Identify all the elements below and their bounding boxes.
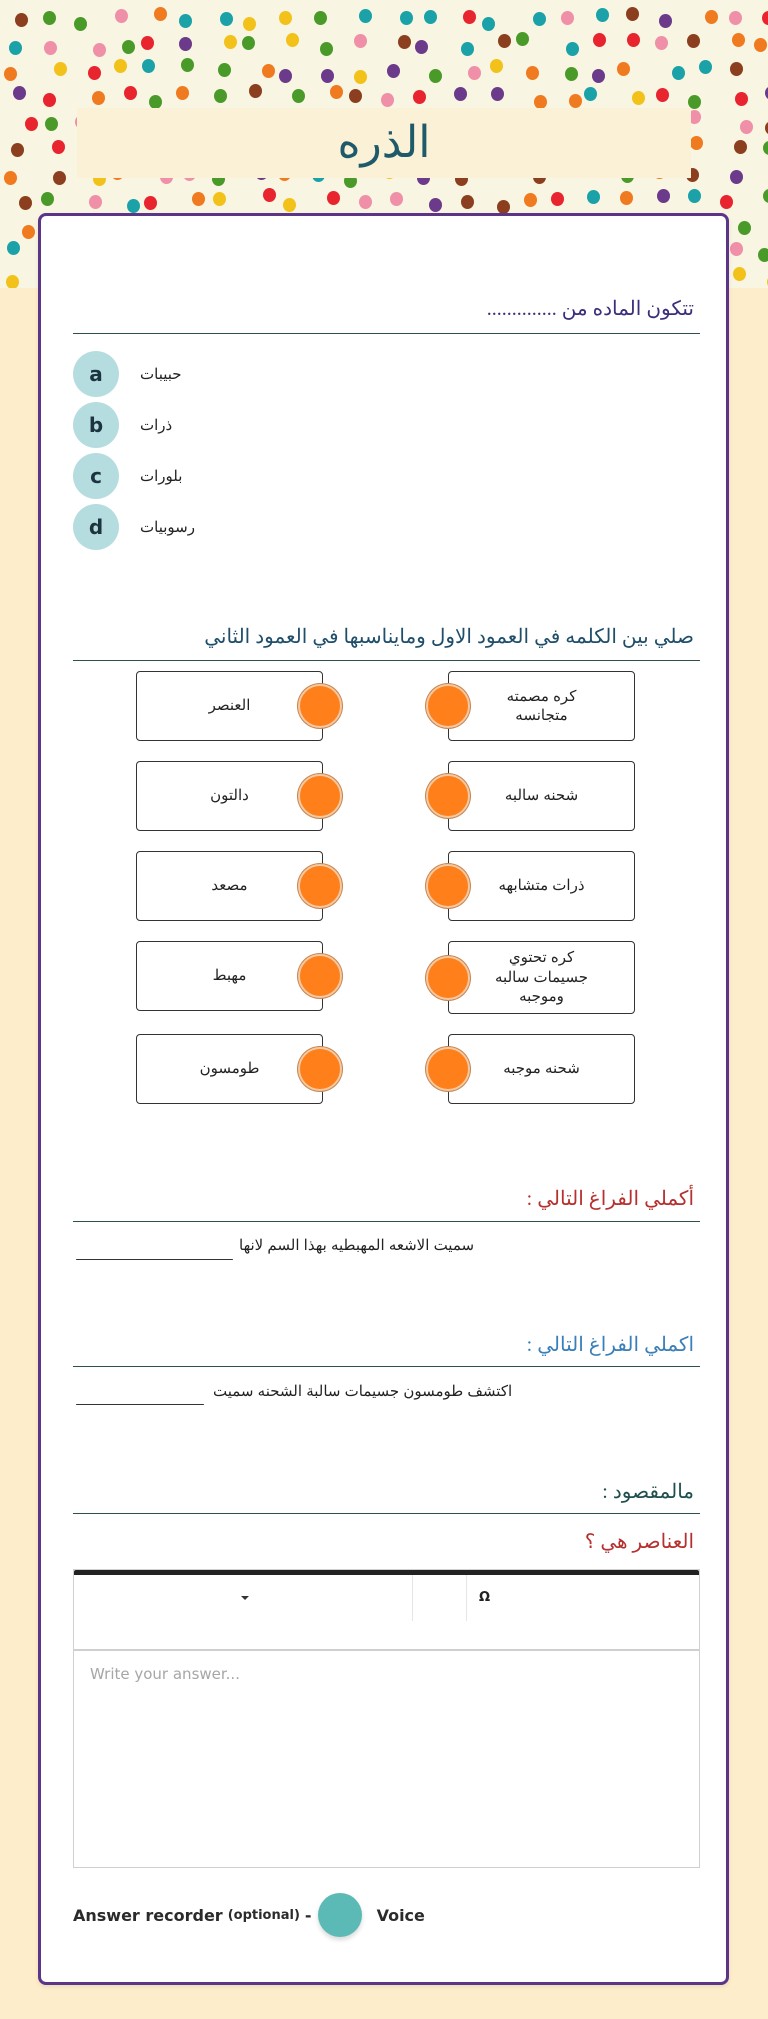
- pattern-dot: [141, 36, 154, 50]
- pattern-dot: [672, 66, 685, 80]
- option-a[interactable]: [73, 351, 182, 397]
- pattern-dot: [398, 35, 411, 49]
- pattern-dot: [468, 66, 481, 80]
- pattern-dot: [729, 11, 742, 25]
- pattern-dot: [154, 7, 167, 21]
- pattern-dot: [705, 10, 718, 24]
- pattern-dot: [354, 70, 367, 84]
- pattern-dot: [41, 192, 54, 206]
- worksheet-card: [38, 213, 729, 1985]
- pattern-dot: [735, 92, 748, 106]
- question-3-divider: [73, 1221, 700, 1222]
- match-connector-left[interactable]: [298, 1047, 342, 1091]
- pattern-dot: [330, 85, 343, 99]
- pattern-dot: [763, 141, 768, 155]
- option-c[interactable]: [73, 453, 182, 499]
- pattern-dot: [92, 91, 105, 105]
- pattern-dot: [584, 87, 597, 101]
- pattern-dot: [524, 193, 537, 207]
- pattern-dot: [461, 42, 474, 56]
- pattern-dot: [15, 13, 28, 27]
- pattern-dot: [327, 191, 340, 205]
- match-right-item[interactable]: شحنه موجبه: [448, 1034, 635, 1104]
- worksheet-title: الذره: [337, 117, 431, 168]
- match-right-item[interactable]: ذرات متشابهه: [448, 851, 635, 921]
- pattern-dot: [730, 170, 743, 184]
- match-connector-right[interactable]: [426, 864, 470, 908]
- pattern-dot: [754, 38, 767, 52]
- pattern-dot: [349, 89, 362, 103]
- pattern-dot: [176, 86, 189, 100]
- editor-toolbar: [74, 1575, 699, 1651]
- pattern-dot: [627, 33, 640, 47]
- pattern-dot: [4, 171, 17, 185]
- pattern-dot: [122, 40, 135, 54]
- pattern-dot: [192, 192, 205, 206]
- match-connector-right[interactable]: [426, 956, 470, 1000]
- match-connector-right[interactable]: [426, 684, 470, 728]
- pattern-dot: [400, 11, 413, 25]
- option-b[interactable]: [73, 402, 172, 448]
- pattern-dot: [127, 199, 140, 213]
- pattern-dot: [758, 248, 768, 262]
- pattern-dot: [429, 69, 442, 83]
- pattern-dot: [526, 66, 539, 80]
- pattern-dot: [359, 195, 372, 209]
- question-4-divider: [73, 1366, 700, 1367]
- pattern-dot: [763, 189, 768, 203]
- voice-record-button[interactable]: [318, 1893, 362, 1937]
- pattern-dot: [359, 9, 372, 23]
- match-left-item[interactable]: دالتون: [136, 761, 323, 831]
- pattern-dot: [88, 66, 101, 80]
- option-label: رسوبيات: [140, 519, 195, 536]
- pattern-dot: [220, 12, 233, 26]
- pattern-dot: [179, 37, 192, 51]
- pattern-dot: [115, 9, 128, 23]
- question-4-sentence: اكتشف طومسون جسيمات سالبة الشحنه سميت: [213, 1383, 513, 1400]
- pattern-dot: [52, 140, 65, 154]
- match-connector-left[interactable]: [298, 954, 342, 998]
- question-3-heading: أكملي الفراغ التالي :: [526, 1188, 694, 1210]
- pattern-dot: [7, 241, 20, 255]
- pattern-dot: [413, 90, 426, 104]
- voice-label: Voice: [376, 1905, 425, 1925]
- pattern-dot: [262, 64, 275, 78]
- match-connector-left[interactable]: [298, 774, 342, 818]
- pattern-dot: [25, 117, 38, 131]
- pattern-dot: [9, 41, 22, 55]
- answer-recorder: [73, 1892, 425, 1938]
- pattern-dot: [569, 94, 582, 108]
- special-character-button[interactable]: Ω: [479, 1590, 491, 1605]
- pattern-dot: [617, 62, 630, 76]
- question-5-divider: [73, 1513, 700, 1514]
- pattern-dot: [461, 195, 474, 209]
- option-label: ذرات: [140, 417, 173, 434]
- pattern-dot: [740, 120, 753, 134]
- question-2-divider: [73, 660, 700, 661]
- pattern-dot: [242, 36, 255, 50]
- option-d[interactable]: [73, 504, 195, 550]
- pattern-dot: [381, 93, 394, 107]
- pattern-dot: [655, 36, 668, 50]
- toolbar-separator: [413, 1575, 467, 1621]
- pattern-dot: [321, 69, 334, 83]
- pattern-dot: [142, 59, 155, 73]
- pattern-dot: [181, 58, 194, 72]
- pattern-dot: [292, 89, 305, 103]
- pattern-dot: [45, 117, 58, 131]
- question-2-heading: صلي بين الكلمه في العمود الاول ومايناسبها في العمود الثاني: [204, 626, 694, 648]
- pattern-dot: [320, 42, 333, 56]
- pattern-dot: [114, 59, 127, 73]
- pattern-dot: [354, 34, 367, 48]
- pattern-dot: [454, 87, 467, 101]
- option-letter-badge: c: [73, 453, 119, 499]
- pattern-dot: [596, 8, 609, 22]
- pattern-dot: [263, 188, 276, 202]
- pattern-dot: [314, 11, 327, 25]
- pattern-dot: [561, 11, 574, 25]
- pattern-dot: [11, 143, 24, 157]
- match-right-item[interactable]: شحنه سالبه: [448, 761, 635, 831]
- pattern-dot: [516, 32, 529, 46]
- pattern-dot: [592, 69, 605, 83]
- option-label: بلورات: [140, 468, 183, 485]
- match-connector-right[interactable]: [426, 1047, 470, 1091]
- match-connector-left[interactable]: [298, 684, 342, 728]
- question-1-heading: تتكون الماده من ..............: [486, 298, 694, 320]
- pattern-dot: [497, 200, 510, 214]
- option-letter-badge: a: [73, 351, 119, 397]
- pattern-dot: [213, 192, 226, 206]
- match-right-item[interactable]: كره تحتوي جسيمات سالبه وموجبه: [448, 941, 635, 1014]
- question-5-heading: مالمقصود :: [602, 1481, 694, 1503]
- recorder-optional-label: (optional): [227, 1907, 300, 1923]
- match-left-item[interactable]: طومسون: [136, 1034, 323, 1104]
- pattern-dot: [587, 190, 600, 204]
- pattern-dot: [626, 7, 639, 21]
- pattern-dot: [463, 10, 476, 24]
- answer-textarea[interactable]: [74, 1651, 699, 1864]
- pattern-dot: [424, 10, 437, 24]
- match-left-item[interactable]: مصعد: [136, 851, 323, 921]
- pattern-dot: [632, 91, 645, 105]
- pattern-dot: [533, 12, 546, 26]
- pattern-dot: [43, 11, 56, 25]
- pattern-dot: [688, 189, 701, 203]
- option-letter-badge: b: [73, 402, 119, 448]
- pattern-dot: [286, 33, 299, 47]
- pattern-dot: [656, 88, 669, 102]
- pattern-dot: [415, 40, 428, 54]
- pattern-dot: [687, 34, 700, 48]
- question-5-subheading: العناصر هي ؟: [584, 1531, 694, 1553]
- pattern-dot: [387, 64, 400, 78]
- pattern-dot: [690, 136, 703, 150]
- pattern-dot: [491, 87, 504, 101]
- pattern-dot: [43, 93, 56, 107]
- pattern-dot: [179, 14, 192, 28]
- pattern-dot: [490, 59, 503, 73]
- pattern-dot: [44, 41, 57, 55]
- pattern-dot: [730, 242, 743, 256]
- pattern-dot: [224, 35, 237, 49]
- pattern-dot: [498, 34, 511, 48]
- recorder-label: Answer recorder: [73, 1905, 223, 1925]
- pattern-dot: [144, 196, 157, 210]
- fill-blank-input[interactable]: [76, 1404, 204, 1405]
- pattern-dot: [720, 195, 733, 209]
- pattern-dot: [733, 267, 746, 281]
- pattern-dot: [390, 192, 403, 206]
- pattern-dot: [732, 33, 745, 47]
- pattern-dot: [89, 195, 102, 209]
- pattern-dot: [214, 89, 227, 103]
- fill-blank-input[interactable]: [76, 1259, 233, 1260]
- match-connector-left[interactable]: [298, 864, 342, 908]
- pattern-dot: [762, 11, 768, 25]
- match-connector-right[interactable]: [426, 774, 470, 818]
- pattern-dot: [53, 171, 66, 185]
- pattern-dot: [22, 225, 35, 239]
- pattern-dot: [279, 69, 292, 83]
- rich-text-editor: [73, 1569, 700, 1868]
- question-3-sentence: سميت الاشعه المهبطيه بهذا السم لانها: [239, 1237, 475, 1254]
- pattern-dot: [124, 86, 137, 100]
- question-4-heading: اكملي الفراغ التالي :: [526, 1334, 694, 1356]
- pattern-dot: [218, 63, 231, 77]
- pattern-dot: [620, 191, 633, 205]
- pattern-dot: [279, 11, 292, 25]
- pattern-dot: [565, 67, 578, 81]
- match-left-item[interactable]: مهبط: [136, 941, 323, 1011]
- title-banner: [77, 108, 691, 178]
- pattern-dot: [54, 62, 67, 76]
- pattern-dot: [688, 95, 701, 109]
- pattern-dot: [738, 221, 751, 235]
- caret-down-icon: [241, 1596, 249, 1600]
- option-label: حبيبات: [140, 366, 182, 383]
- pattern-dot: [283, 198, 296, 212]
- pattern-dot: [551, 192, 564, 206]
- pattern-dot: [765, 121, 768, 135]
- pattern-dot: [149, 95, 162, 109]
- pattern-dot: [74, 17, 87, 31]
- pattern-dot: [13, 86, 26, 100]
- pattern-dot: [659, 14, 672, 28]
- pattern-dot: [593, 33, 606, 47]
- pattern-dot: [482, 17, 495, 31]
- pattern-dot: [93, 43, 106, 57]
- question-1-divider: [73, 333, 700, 334]
- pattern-dot: [734, 140, 747, 154]
- pattern-dot: [249, 84, 262, 98]
- match-left-item[interactable]: العنصر: [136, 671, 323, 741]
- match-right-item[interactable]: كره مصمته متجانسه: [448, 671, 635, 741]
- pattern-dot: [699, 60, 712, 74]
- format-dropdown[interactable]: [74, 1575, 413, 1621]
- pattern-dot: [19, 196, 32, 210]
- pattern-dot: [566, 42, 579, 56]
- pattern-dot: [657, 189, 670, 203]
- pattern-dot: [730, 62, 743, 76]
- pattern-dot: [6, 275, 19, 288]
- option-letter-badge: d: [73, 504, 119, 550]
- recorder-dash: -: [304, 1905, 312, 1925]
- pattern-dot: [243, 17, 256, 31]
- pattern-dot: [429, 198, 442, 212]
- pattern-dot: [4, 67, 17, 81]
